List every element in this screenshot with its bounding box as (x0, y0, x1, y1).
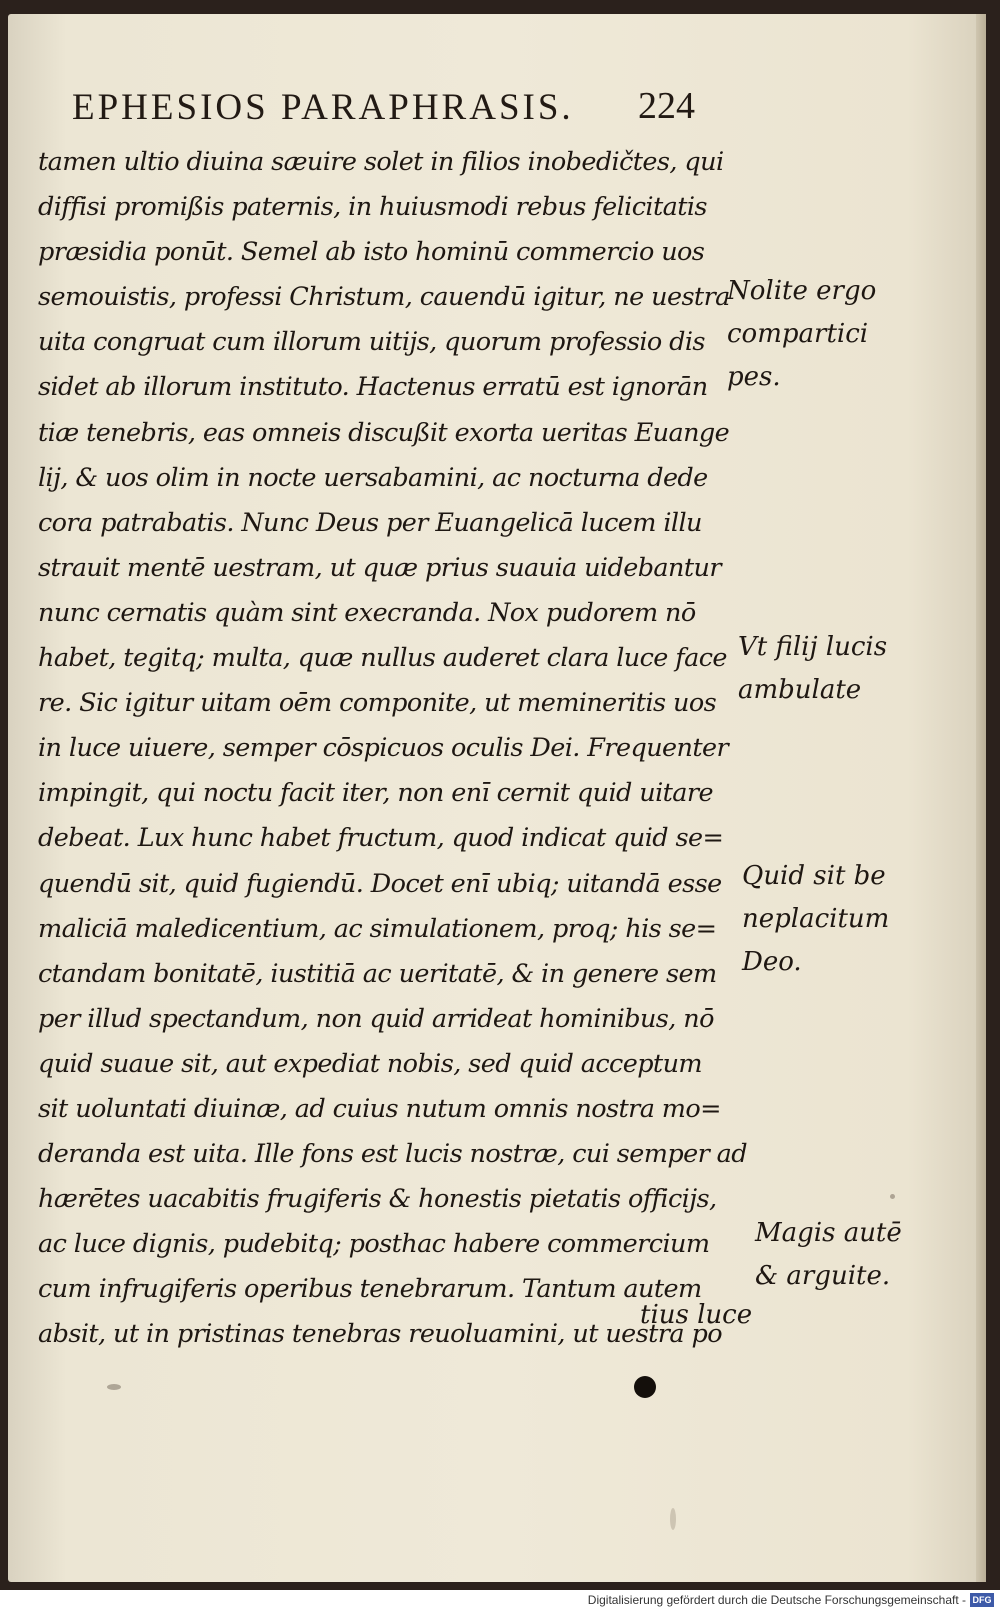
text-line: in luce uiuere, semper cōspicuos oculis Dei. Frequenter (38, 733, 729, 764)
text-line: impingit, qui noctu facit iter, non enī cernit quid uitare (38, 778, 713, 809)
text-line: strauit mentē uestram, ut quæ prius suauia uidebantur (38, 552, 721, 583)
marginal-line: Deo. (742, 947, 802, 977)
marginal-line: pes. (727, 362, 781, 392)
marginal-line: Nolite ergo (727, 276, 877, 306)
text-line: præsidia ponūt. Semel ab isto hominū commercio uos (38, 237, 705, 268)
text-line: tiæ tenebris, eas omneis discußit exorta ueritas Euange (38, 417, 730, 448)
marginal-line: Magis autē (755, 1218, 902, 1248)
text-line: uita congruat cum illorum uitijs, quorum professio dis (38, 327, 705, 358)
text-line: diffisi promißis paternis, in huiusmodi rebus felicitatis (38, 192, 707, 223)
dfg-logo-icon: DFG (970, 1593, 994, 1607)
text-line: sidet ab illorum instituto. Hactenus erratū est ignorān (38, 372, 708, 403)
text-line: hærētes uacabitis frugiferis & honestis pietatis officijs, (38, 1184, 717, 1215)
text-line: tamen ultio diuina sæuire solet in filios inobedičtes, qui (38, 147, 724, 177)
text-line: habet, tegitq; multa, quæ nullus auderet clara luce face (38, 643, 727, 674)
text-line: semouistis, professi Christum, cauendū igitur, ne uestra (38, 282, 730, 313)
text-line: nunc cernatis quàm sint execranda. Nox pudorem nō (38, 597, 696, 628)
catchword: tius luce (640, 1300, 753, 1330)
marginal-note-filij-lucis (738, 626, 887, 712)
text-line: absit, ut in pristinas tenebras reuoluamini, ut uestra po (38, 1319, 722, 1350)
text-line: cora patrabatis. Nunc Deus per Euangelicā lucem illu (38, 507, 702, 538)
text-line: lij, & uos olim in nocte uersabamini, ac nocturna dede (38, 462, 708, 493)
marginal-note-arguite (755, 1212, 902, 1298)
text-line: debeat. Lux hunc habet fructum, quod indicat quid se= (38, 823, 724, 854)
marginal-line: & arguite. (755, 1261, 891, 1291)
marginal-line: Vt filij lucis (738, 632, 888, 662)
body-text (38, 140, 747, 1358)
digitization-footer (0, 1590, 1000, 1611)
marginal-note-beneplacitum (742, 855, 889, 984)
marginal-line: Quid sit be (742, 861, 886, 891)
marginal-line: compartici (727, 319, 869, 349)
ink-blot (634, 1376, 656, 1398)
text-line: quendū sit, quid fugiendū. Docet enī ubiq; uitandā esse (38, 868, 722, 899)
text-line: per illud spectandum, non quid arrideat hominibus, nō (38, 1003, 714, 1034)
text-line: re. Sic igitur uitam oēm componite, ut memineritis uos (38, 688, 717, 719)
paper-smudge (670, 1508, 676, 1530)
running-head: EPHESIOS PARAPHRASIS. (72, 87, 574, 128)
text-line: sit uoluntati diuinæ, ad cuius nutum omnis nostra mo= (38, 1093, 721, 1124)
page-edge (976, 14, 986, 1582)
text-line: maliciā maledicentium, ac simulationem, proq; his se= (38, 913, 717, 944)
marginal-line: neplacitum (742, 904, 890, 934)
marginal-line: ambulate (738, 675, 862, 705)
text-line: ac luce dignis, pudebitq; posthac habere commercium (38, 1229, 710, 1260)
funding-credit: Digitalisierung gefördert durch die Deutsche Forschungsgemeinschaft - (587, 1593, 966, 1607)
paper-smudge (107, 1384, 121, 1390)
marginal-note-nolite (727, 270, 876, 399)
paper-smudge (890, 1194, 895, 1199)
text-line: ctandam bonitatē, iustitiā ac ueritatē, & in genere sem (38, 958, 717, 989)
text-line: deranda est uita. Ille fons est lucis nostræ, cui semper ad (38, 1139, 747, 1170)
text-line: cum infrugiferis operibus tenebrarum. Tantum autem (38, 1274, 702, 1305)
text-line: quid suaue sit, aut expediat nobis, sed quid acceptum (38, 1048, 702, 1079)
page-number: 224 (638, 85, 695, 127)
